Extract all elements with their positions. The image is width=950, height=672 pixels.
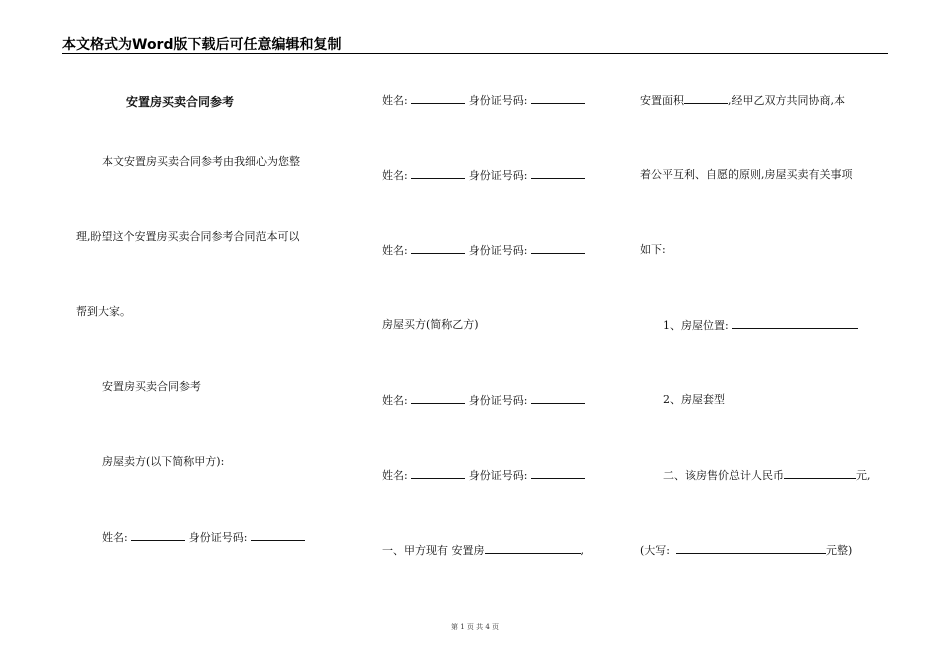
item-price bbox=[663, 468, 871, 483]
name-blank[interactable] bbox=[411, 93, 465, 104]
name-label: 姓名: bbox=[382, 469, 408, 482]
seller-name-row bbox=[102, 530, 305, 545]
header-divider bbox=[62, 53, 888, 54]
clause-one-prefix: 一、甲方现有 安置房 bbox=[382, 544, 485, 557]
location-label: 1、房屋位置: bbox=[663, 319, 729, 332]
name-blank[interactable] bbox=[411, 468, 465, 479]
words-suffix: 元整) bbox=[826, 544, 853, 557]
name-row-5 bbox=[382, 468, 585, 483]
id-blank[interactable] bbox=[531, 93, 585, 104]
name-label: 姓名: bbox=[382, 169, 408, 182]
id-label: 身份证号码: bbox=[468, 244, 528, 257]
buyer-heading: 房屋买方(简称乙方) bbox=[382, 318, 479, 331]
name-blank[interactable] bbox=[411, 168, 465, 179]
id-blank[interactable] bbox=[251, 530, 305, 541]
seller-heading: 房屋卖方(以下简称甲方): bbox=[102, 455, 225, 468]
name-label: 姓名: bbox=[382, 244, 408, 257]
clause-one-suffix: , bbox=[580, 544, 584, 557]
words-prefix: (大写: bbox=[640, 544, 670, 557]
id-label: 身份证号码: bbox=[468, 169, 528, 182]
id-label: 身份证号码: bbox=[468, 394, 528, 407]
area-line bbox=[640, 93, 845, 108]
id-blank[interactable] bbox=[531, 243, 585, 254]
area-suffix: ,经甲乙双方共同协商,本 bbox=[728, 94, 845, 107]
clause-one bbox=[382, 543, 584, 558]
price-prefix: 二、该房售价总计人民币 bbox=[663, 469, 784, 482]
item-price-words bbox=[640, 543, 852, 558]
as-follows-line: 如下: bbox=[640, 243, 666, 256]
name-row-3 bbox=[382, 243, 585, 258]
id-label: 身份证号码: bbox=[468, 469, 528, 482]
name-blank[interactable] bbox=[411, 243, 465, 254]
intro-line-1: 本文安置房买卖合同参考由我细心为您整 bbox=[102, 155, 300, 168]
id-blank[interactable] bbox=[531, 168, 585, 179]
intro-line-2: 理,盼望这个安置房买卖合同参考合同范本可以 bbox=[76, 230, 300, 243]
document-title: 安置房买卖合同参考 bbox=[126, 95, 235, 109]
name-blank[interactable] bbox=[131, 530, 185, 541]
area-prefix: 安置面积 bbox=[640, 94, 684, 107]
id-blank[interactable] bbox=[531, 468, 585, 479]
principle-line: 着公平互利、自愿的原则,房屋买卖有关事项 bbox=[640, 168, 853, 181]
area-blank[interactable] bbox=[684, 93, 728, 104]
id-label: 身份证号码: bbox=[188, 531, 248, 544]
name-row-1 bbox=[382, 93, 585, 108]
name-label: 姓名: bbox=[382, 94, 408, 107]
name-row-4 bbox=[382, 393, 585, 408]
document-header: 本文格式为Word版下载后可任意编辑和复制 bbox=[62, 37, 342, 53]
name-row-2 bbox=[382, 168, 585, 183]
subtitle: 安置房买卖合同参考 bbox=[102, 380, 201, 393]
item-location bbox=[663, 318, 858, 333]
id-blank[interactable] bbox=[531, 393, 585, 404]
id-label: 身份证号码: bbox=[468, 94, 528, 107]
words-blank[interactable] bbox=[676, 543, 826, 554]
item-unit-type: 2、房屋套型 bbox=[663, 393, 725, 406]
name-label: 姓名: bbox=[382, 394, 408, 407]
location-blank[interactable] bbox=[732, 318, 858, 329]
name-label: 姓名: bbox=[102, 531, 128, 544]
price-suffix: 元, bbox=[856, 469, 871, 482]
price-blank[interactable] bbox=[784, 468, 856, 479]
name-blank[interactable] bbox=[411, 393, 465, 404]
housing-blank[interactable] bbox=[485, 543, 581, 554]
page-footer: 第 1 页 共 4 页 bbox=[450, 623, 500, 631]
intro-line-3: 帮到大家。 bbox=[76, 305, 131, 318]
